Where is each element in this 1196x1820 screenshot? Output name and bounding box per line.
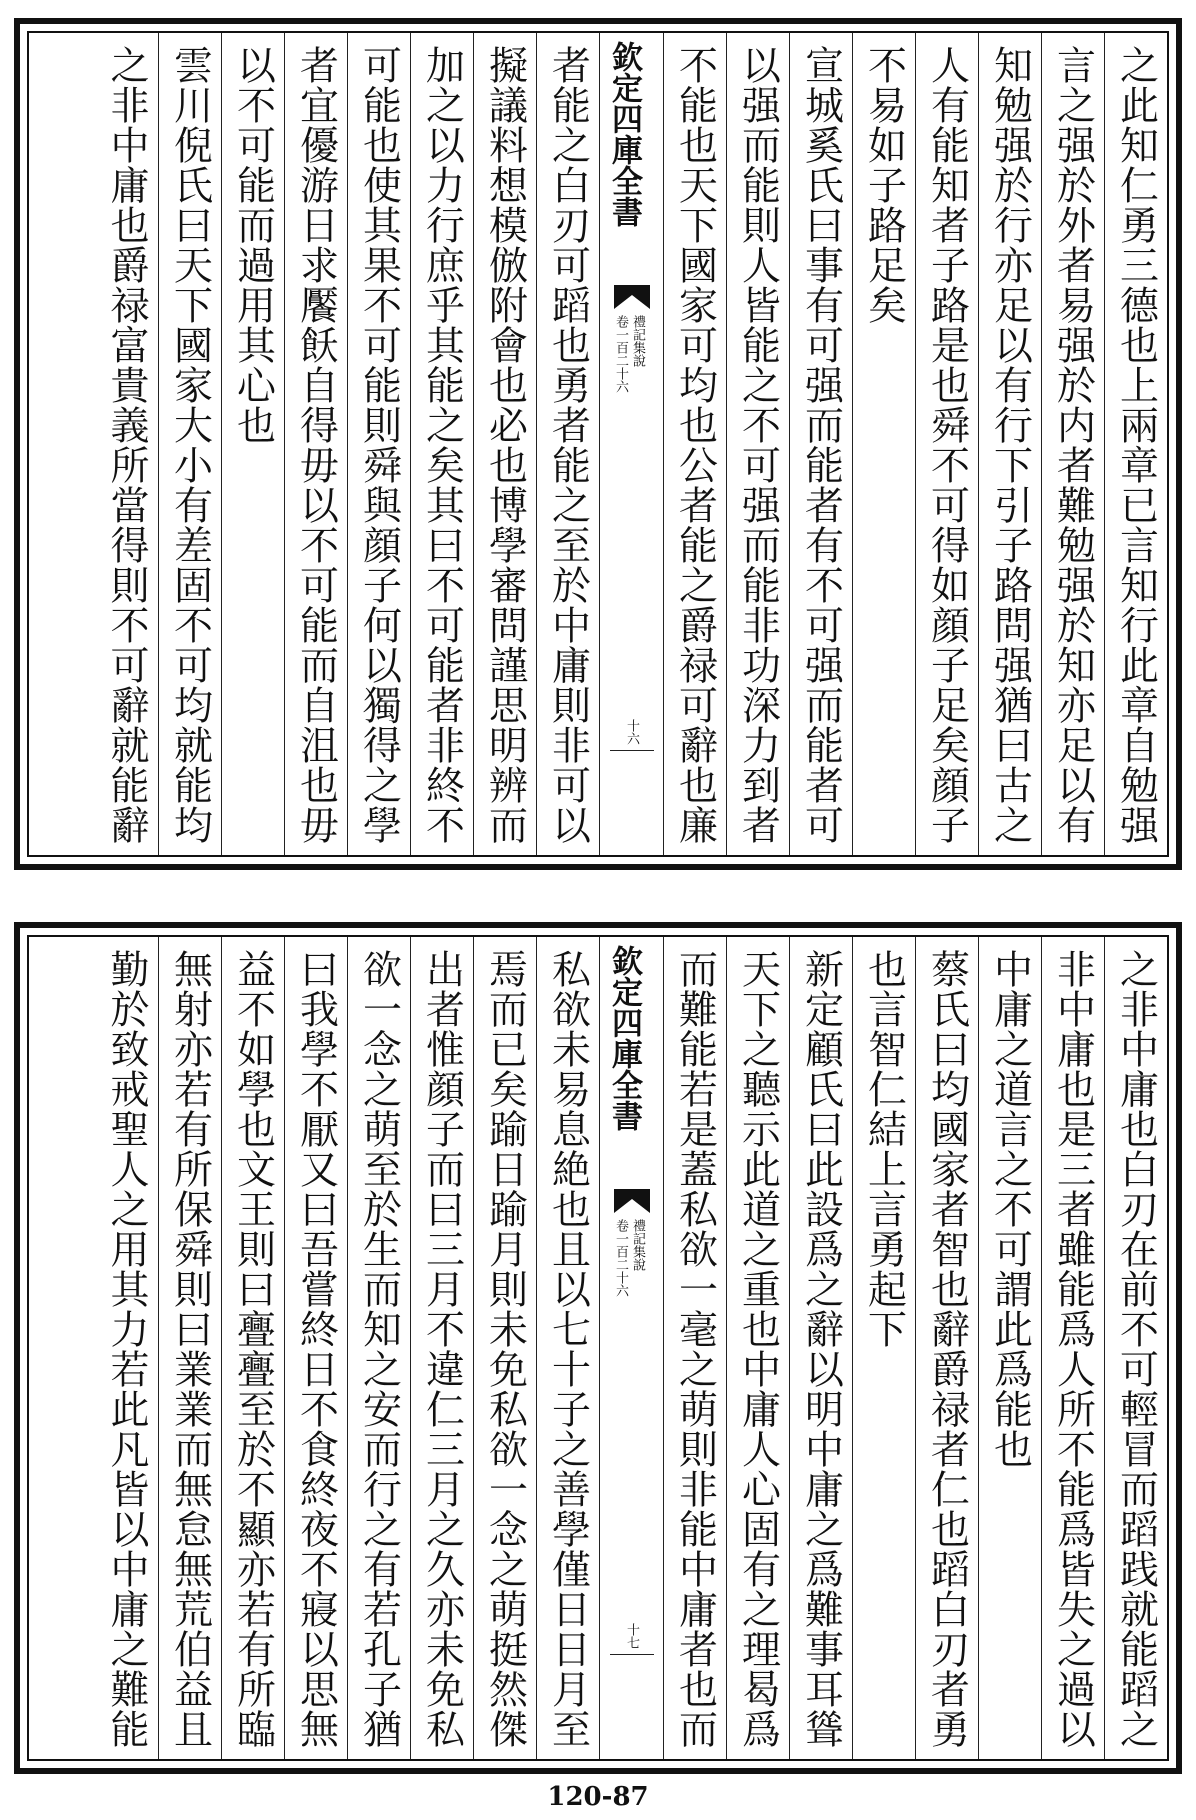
text-column: 中庸之道言之不可謂此爲能也	[978, 937, 1041, 1759]
text-column: 出者惟顔子而曰三月不違仁三月之久亦未免私	[410, 937, 473, 1759]
text-column: 曰我學不厭又曰吾嘗終日不食終夜不寢以思無	[284, 937, 347, 1759]
column-grid	[29, 937, 1167, 1759]
text-column: 新定顧氏曰此設爲之辭以明中庸之爲難事耳聳	[789, 937, 852, 1759]
text-column: 之非中庸也白刃在前不可輕冒而蹈践就能蹈之	[1104, 937, 1167, 1759]
text-column: 天下之聽示此道之重也中庸人心固有之理曷爲	[726, 937, 789, 1759]
fish-tail-ornament-icon	[614, 285, 650, 309]
fold-page-number: 十六	[624, 719, 639, 745]
text-column: 益不如學也文王則曰亹亹至於不顯亦若有所臨	[221, 937, 284, 1759]
fold-volume: 卷一百二十六	[613, 1219, 628, 1297]
fold-rule	[610, 750, 654, 751]
fold-title: 欽定四庫全書	[606, 41, 642, 227]
text-column: 不能也天下國家可均也公者能之爵禄可辭也廉	[663, 33, 726, 855]
page-top	[14, 18, 1182, 870]
text-column: 而難能若是蓋私欲一毫之萌則非能中庸者也而	[663, 937, 726, 1759]
fold-book-name: 禮記集說	[630, 315, 645, 367]
text-column: 無射亦若有所保舜則曰業業而無怠無荒伯益且	[158, 937, 221, 1759]
fold-rule	[610, 1654, 654, 1655]
text-column: 以强而能則人皆能之不可强而能非功深力到者	[726, 33, 789, 855]
fold-page-number: 十七	[624, 1623, 639, 1649]
text-column: 加之以力行庶乎其能之矣其曰不可能者非終不	[410, 33, 473, 855]
fold-volume: 卷一百二十六	[613, 315, 628, 393]
text-column: 非中庸也是三者雖能爲人所不能爲皆失之過以	[1041, 937, 1104, 1759]
footer-page-number: 120-87	[547, 1782, 649, 1812]
text-column: 以不可能而過用其心也	[221, 33, 284, 855]
text-column: 蔡氏曰均國家者智也辭爵禄者仁也蹈白刃者勇	[915, 937, 978, 1759]
text-column: 者能之白刃可蹈也勇者能之至於中庸則非可以	[536, 33, 599, 855]
text-column: 擬議料想模倣附會也必也博學審問謹思明辨而	[473, 33, 536, 855]
center-fold-column	[599, 937, 663, 1759]
fold-title: 欽定四庫全書	[606, 945, 642, 1131]
text-column: 雲川倪氏曰天下國家大小有差固不可均就能均	[158, 33, 221, 855]
text-column: 焉而已矣踰日踰月則未免私欲一念之萌挺然傑	[473, 937, 536, 1759]
text-column: 勤於致戒聖人之用其力若此凡皆以中庸之難能	[104, 949, 149, 1749]
text-column: 人有能知者子路是也舜不可得如顔子足矣顔子	[915, 33, 978, 855]
fish-tail-ornament-icon	[614, 1189, 650, 1213]
text-column: 可能也使其果不可能則舜與顔子何以獨得之學	[347, 33, 410, 855]
text-column: 欲一念之萌至於生而知之安而行之有若孔子猶	[347, 937, 410, 1759]
text-column: 不易如子路足矣	[852, 33, 915, 855]
text-column: 私欲未易息絶也且以七十子之善學僅日日月至	[536, 937, 599, 1759]
center-fold-column	[599, 33, 663, 855]
text-column: 之非中庸也爵禄富貴義所當得則不可辭就能辭	[104, 45, 149, 845]
text-column: 知勉强於行亦足以有行下引子路問强猶曰古之	[978, 33, 1041, 855]
fold-book-name: 禮記集說	[630, 1219, 645, 1271]
text-column: 言之强於外者易强於内者難勉强於知亦足以有	[1041, 33, 1104, 855]
page-bottom	[14, 922, 1182, 1774]
column-grid	[29, 33, 1167, 855]
text-column: 者宜優游日求饜飫自得毋以不可能而自沮也毋	[284, 33, 347, 855]
text-column: 宣城奚氏曰事有可强而能者有不可强而能者可	[789, 33, 852, 855]
text-column: 也言智仁結上言勇起下	[852, 937, 915, 1759]
text-column: 之此知仁勇三德也上兩章已言知行此章自勉强	[1104, 33, 1167, 855]
